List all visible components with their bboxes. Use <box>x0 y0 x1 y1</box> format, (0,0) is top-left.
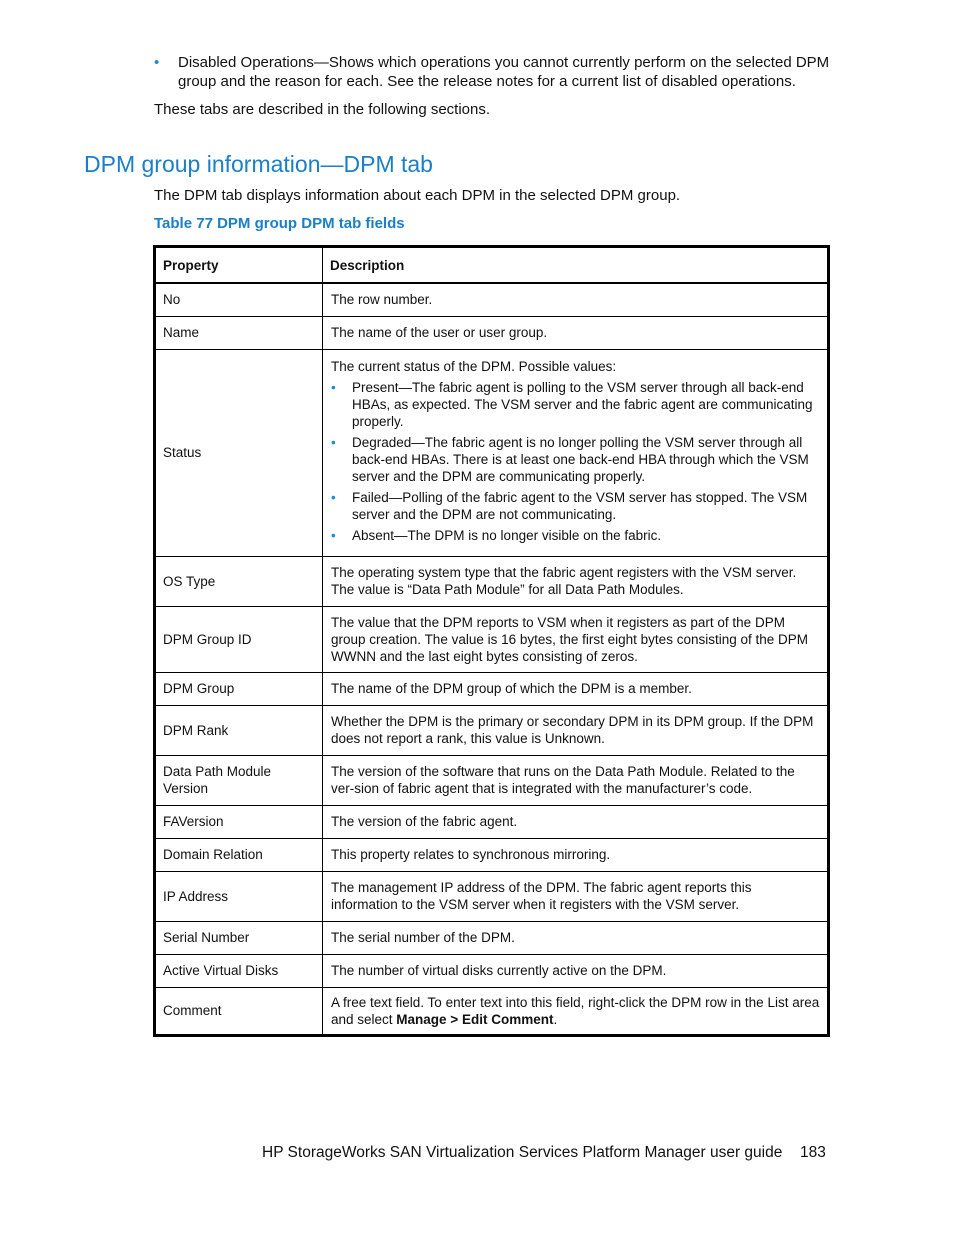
status-values-list <box>331 379 821 544</box>
header-description: Description <box>323 247 829 284</box>
dpm-tab-fields-table <box>153 245 830 1037</box>
section-title: DPM group information—DPM tab <box>84 151 433 177</box>
row-description: Whether the DPM is the primary or secondary DPM in its DPM group. If the DPM does not report a rank, this value is Unknown. <box>323 705 829 755</box>
status-value-text: Failed—Polling of the fabric agent to the VSM server has stopped. The VSM server and the DPM are not communicating. <box>352 489 808 522</box>
list-item <box>331 489 821 523</box>
row-property: Name <box>155 316 323 349</box>
row-description: The operating system type that the fabric agent registers with the VSM server. The value is “Data Path Module” for all Data Path Modules. <box>323 556 829 606</box>
footer-title: HP StorageWorks SAN Virtualization Services Platform Manager user guide <box>262 1144 783 1161</box>
page-number: 183 <box>800 1144 826 1161</box>
table-row <box>155 838 829 871</box>
table-row <box>155 954 829 987</box>
row-property: IP Address <box>155 871 323 921</box>
row-description: This property relates to synchronous mirroring. <box>323 838 829 871</box>
row-description: The version of the software that runs on the Data Path Module. Related to the ver-sion of fabric agent that is integrated with the manufacturer’s code. <box>323 755 829 805</box>
row-property: No <box>155 283 323 316</box>
row-property: Comment <box>155 987 323 1035</box>
status-intro: The current status of the DPM. Possible values: <box>331 358 617 374</box>
row-description: The row number. <box>323 283 829 316</box>
row-property: OS Type <box>155 556 323 606</box>
row-description: The name of the user or user group. <box>323 316 829 349</box>
comment-text-2: . <box>553 1011 558 1027</box>
row-property: Domain Relation <box>155 838 323 871</box>
section-description: The DPM tab displays information about each DPM in the selected DPM group. <box>154 187 681 204</box>
table-row <box>155 705 829 755</box>
bullet-icon: • <box>331 434 336 450</box>
bullet-icon: • <box>331 527 336 543</box>
row-property: DPM Group <box>155 672 323 705</box>
table-caption: Table 77 DPM group DPM tab fields <box>154 215 405 232</box>
bullet-icon: • <box>331 379 336 395</box>
table-header-row <box>155 247 829 284</box>
table-row <box>155 606 829 672</box>
list-item <box>331 434 821 485</box>
table-row <box>155 556 829 606</box>
table-row <box>155 672 829 705</box>
intro-bullet-item <box>154 53 834 91</box>
table-row <box>155 283 829 316</box>
status-value-text: Present—The fabric agent is polling to the VSM server through all back-end HBAs, as expected. The VSM server and the fabric agent are communicating properly. <box>352 379 813 429</box>
row-property: DPM Group ID <box>155 606 323 672</box>
row-description <box>323 349 829 556</box>
table-row <box>155 805 829 838</box>
row-property: Serial Number <box>155 921 323 954</box>
row-description: The value that the DPM reports to VSM when it registers as part of the DPM group creation. The value is 16 bytes, the first eight bytes consisting of the DPM WWNN and the last eight bytes consisting of zeros. <box>323 606 829 672</box>
row-description: The number of virtual disks currently active on the DPM. <box>323 954 829 987</box>
list-item <box>331 527 821 544</box>
row-description: The name of the DPM group of which the DPM is a member. <box>323 672 829 705</box>
table-row <box>155 871 829 921</box>
row-property: DPM Rank <box>155 705 323 755</box>
intro-line: These tabs are described in the following sections. <box>154 101 491 118</box>
row-property: Active Virtual Disks <box>155 954 323 987</box>
status-value-text: Absent—The DPM is no longer visible on the fabric. <box>352 527 662 543</box>
table-row <box>155 755 829 805</box>
comment-text-1: A free text field. To enter text into this field, right-click the DPM row in the List area and select <box>331 994 820 1027</box>
row-description: The management IP address of the DPM. The fabric agent reports this information to the VSM server when it registers with the VSM server. <box>323 871 829 921</box>
intro-bullet-text: Disabled Operations—Shows which operations you cannot currently perform on the selected DPM group and the reason for each. See the release notes for a current list of disabled operations. <box>178 54 830 90</box>
list-item <box>331 379 821 430</box>
row-property: FAVersion <box>155 805 323 838</box>
bullet-icon: • <box>154 54 160 71</box>
row-property: Data Path Module Version <box>155 755 323 805</box>
row-description: The version of the fabric agent. <box>323 805 829 838</box>
bullet-icon: • <box>331 489 336 505</box>
table-row <box>155 349 829 556</box>
menu-path-text: Manage > Edit Comment <box>396 1011 554 1027</box>
table-row <box>155 921 829 954</box>
row-description <box>323 987 829 1035</box>
table-row <box>155 987 829 1035</box>
status-value-text: Degraded—The fabric agent is no longer polling the VSM server through all back-end HBAs. There is at least one back-end HBA through which the VSM server and the DPM are communicating properly. <box>352 434 809 484</box>
header-property: Property <box>155 247 323 284</box>
row-property: Status <box>155 349 323 556</box>
row-description: The serial number of the DPM. <box>323 921 829 954</box>
table-row <box>155 316 829 349</box>
